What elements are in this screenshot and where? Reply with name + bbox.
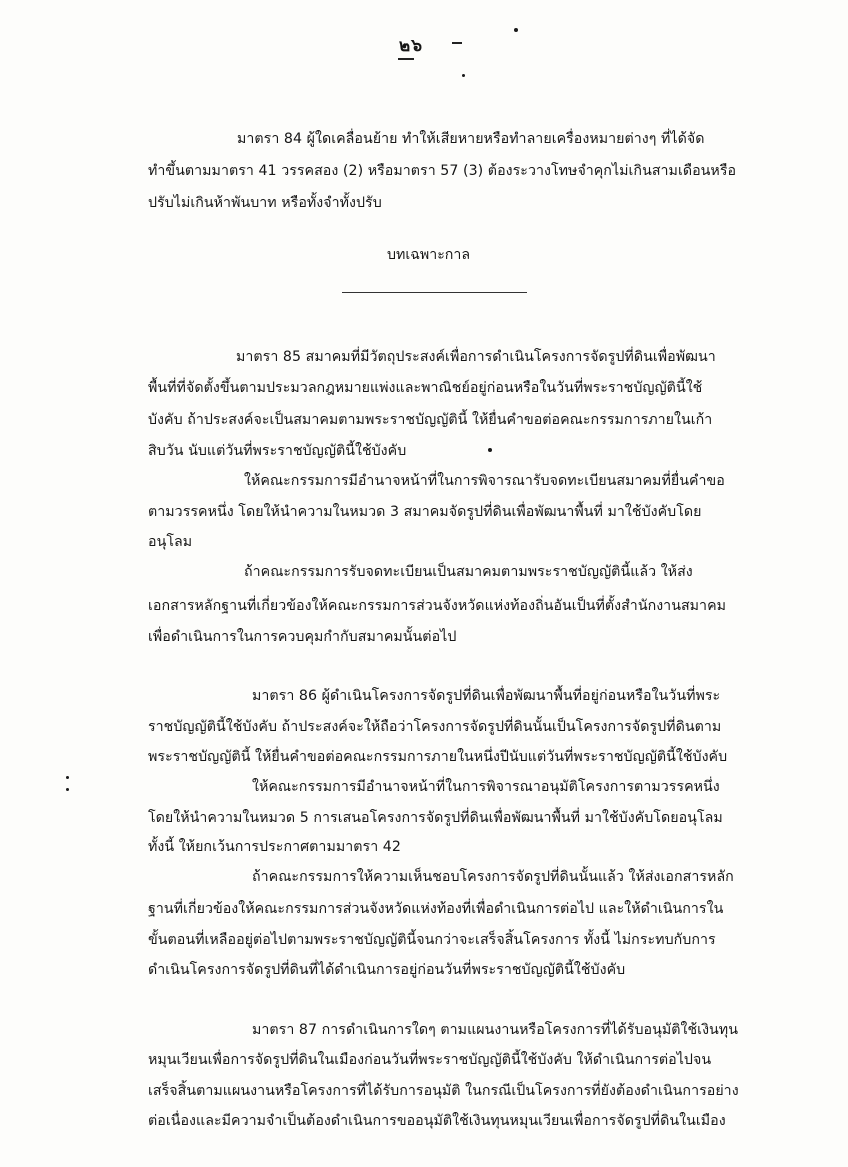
scan-speck xyxy=(514,28,518,32)
section-86-line: ถ้าคณะกรรมการให้ความเห็นชอบโครงการจัดรูปที่ดินนั้นแล้ว ให้ส่งเอกสารหลัก xyxy=(252,869,734,885)
section-87-line: หมุนเวียนเพื่อการจัดรูปที่ดินในเมืองก่อนวันที่พระราชบัญญัตินี้ใช้บังคับ ให้ดำเนินการต่อไปจน xyxy=(148,1052,712,1068)
section-86-line: โดยให้นำความในหมวด 5 การเสนอโครงการจัดรูปที่ดินเพื่อพัฒนาพื้นที่ มาใช้บังคับโดยอนุโลม xyxy=(148,810,723,826)
section-86-line: ฐานที่เกี่ยวข้องให้คณะกรรมการส่วนจังหวัดแห่งท้องที่เพื่อดำเนินการต่อไป และให้ดำเนินการใน xyxy=(148,901,724,917)
section-84-line: ปรับไม่เกินห้าพันบาท หรือทั้งจำทั้งปรับ xyxy=(148,195,382,211)
section-86-line: พระราชบัญญัตินี้ ให้ยื่นคำขอต่อคณะกรรมการภายในหนึ่งปีนับแต่วันที่พระราชบัญญัตินี้ใช้บังคับ xyxy=(148,749,728,765)
section-86-line: มาตรา 86 ผู้ดำเนินโครงการจัดรูปที่ดินเพื่อพัฒนาพื้นที่อยู่ก่อนหรือในวันที่พระ xyxy=(252,688,721,704)
section-85-line: สิบวัน นับแต่วันที่พระราชบัญญัตินี้ใช้บังคับ xyxy=(148,443,407,459)
scan-speck xyxy=(66,776,69,779)
section-86-line: ราชบัญญัตินี้ใช้บังคับ ถ้าประสงค์จะให้ถือว่าโครงการจัดรูปที่ดินนั้นเป็นโครงการจัดรูปที่ดินตาม xyxy=(148,719,722,735)
section-86-line: ทั้งนี้ ให้ยกเว้นการประกาศตามมาตรา 42 xyxy=(148,839,401,855)
scan-speck xyxy=(488,448,492,452)
section-85-line: พื้นที่ที่จัดตั้งขึ้นตามประมวลกฎหมายแพ่งและพาณิชย์อยู่ก่อนหรือในวันที่พระราชบัญญัตินี้ใช้ xyxy=(148,380,703,396)
section-84-line: ทำขึ้นตามมาตรา 41 วรรคสอง (2) หรือมาตรา 57 (3) ต้องระวางโทษจำคุกไม่เกินสามเดือนหรือ xyxy=(148,163,737,179)
section-87-line: มาตรา 87 การดำเนินการใดๆ ตามแผนงานหรือโครงการที่ได้รับอนุมัติใช้เงินทุน xyxy=(252,1022,738,1038)
section-84-line: มาตรา 84 ผู้ใดเคลื่อนย้าย ทำให้เสียหายหรือทำลายเครื่องหมายต่างๆ ที่ได้จัด xyxy=(237,131,705,147)
section-85-line: ให้คณะกรรมการมีอำนาจหน้าที่ในการพิจารณารับจดทะเบียนสมาคมที่ยื่นคำขอ xyxy=(244,473,725,489)
section-86-line: ให้คณะกรรมการมีอำนาจหน้าที่ในการพิจารณาอนุมัติโครงการตามวรรคหนึ่ง xyxy=(252,779,720,795)
page-number-dash-right xyxy=(452,42,462,44)
chapter-heading: บทเฉพาะกาล xyxy=(387,247,471,263)
section-86-line: ขั้นตอนที่เหลืออยู่ต่อไปตามพระราชบัญญัตินี้จนกว่าจะเสร็จสิ้นโครงการ ทั้งนี้ ไม่กระทบกับการ xyxy=(148,932,716,948)
section-85-line: ตามวรรคหนึ่ง โดยให้นำความในหมวด 3 สมาคมจัดรูปที่ดินเพื่อพัฒนาพื้นที่ มาใช้บังคับโดย xyxy=(148,504,702,520)
section-86-line: ดำเนินโครงการจัดรูปที่ดินที่ได้ดำเนินการอยู่ก่อนวันที่พระราชบัญญัตินี้ใช้บังคับ xyxy=(148,962,626,978)
section-85-line: ถ้าคณะกรรมการรับจดทะเบียนเป็นสมาคมตามพระราชบัญญัตินี้แล้ว ให้ส่ง xyxy=(244,564,693,580)
section-87-line: เสร็จสิ้นตามแผนงานหรือโครงการที่ได้รับการอนุมัติ ในกรณีเป็นโครงการที่ยังต้องดำเนินการอย่าง xyxy=(148,1083,739,1099)
section-85-line: อนุโลม xyxy=(148,534,193,550)
heading-rule xyxy=(342,292,527,293)
scan-speck xyxy=(462,74,465,77)
section-87-line: ต่อเนื่องและมีความจำเป็นต้องดำเนินการขออนุมัติใช้เงินทุนหมุนเวียนเพื่อการจัดรูปที่ดินในเมือง xyxy=(148,1113,726,1129)
section-85-line: เพื่อดำเนินการในการควบคุมกำกับสมาคมนั้นต่อไป xyxy=(148,629,457,645)
page-number: ๒๖ xyxy=(399,36,423,56)
section-85-line: เอกสารหลักฐานที่เกี่ยวข้องให้คณะกรรมการส่วนจังหวัดแห่งท้องถิ่นอันเป็นที่ตั้งสำนักงานสมาคม xyxy=(148,598,727,614)
section-85-line: มาตรา 85 สมาคมที่มีวัตถุประสงค์เพื่อการดำเนินโครงการจัดรูปที่ดินเพื่อพัฒนา xyxy=(236,349,716,365)
page-number-dash-left xyxy=(398,58,414,60)
scan-speck xyxy=(66,788,69,791)
section-85-line: บังคับ ถ้าประสงค์จะเป็นสมาคมตามพระราชบัญญัตินี้ ให้ยื่นคำขอต่อคณะกรรมการภายในเก้า xyxy=(148,412,713,428)
